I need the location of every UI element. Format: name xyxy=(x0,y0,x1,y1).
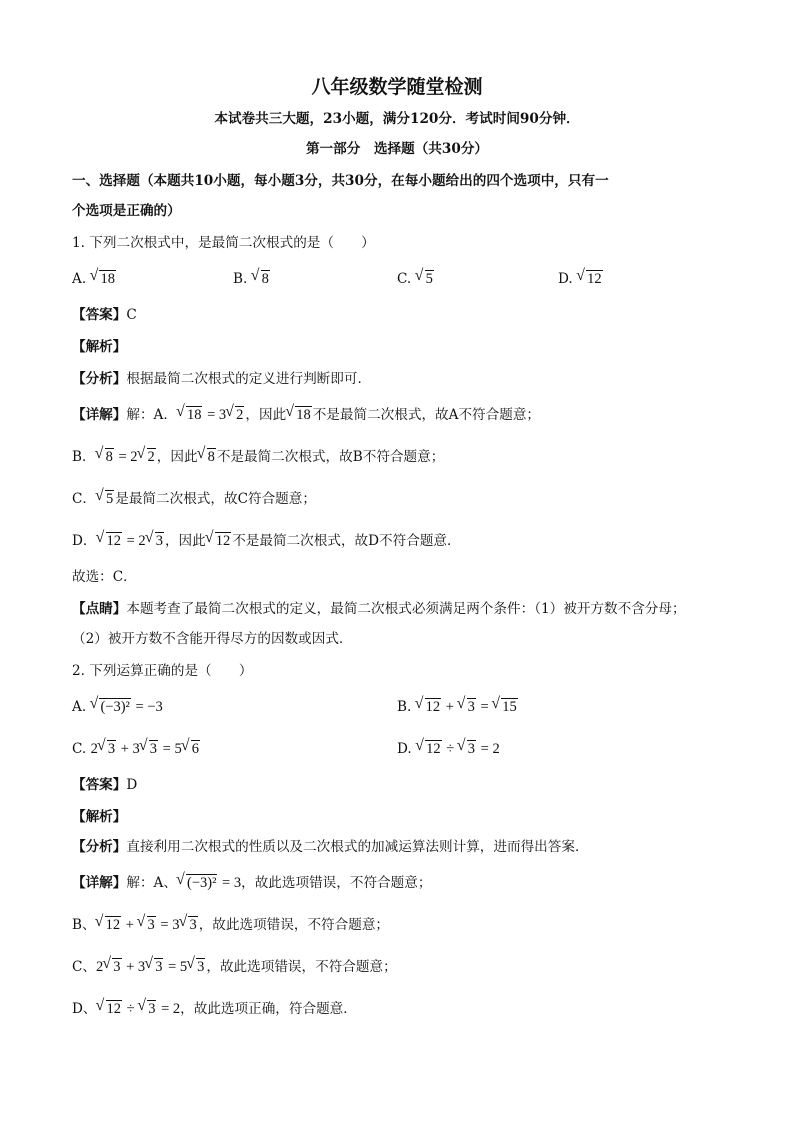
radicand: 3 xyxy=(189,917,197,933)
q2-options-row1 xyxy=(72,698,722,718)
math-text: 2 xyxy=(90,741,98,757)
math-text: = 5 xyxy=(164,959,188,975)
math-text: ÷ xyxy=(442,741,458,757)
detail-prefix: C、 xyxy=(72,959,96,975)
option-label: C. xyxy=(72,741,87,757)
sqrt-expression xyxy=(138,916,156,934)
radicand: 3 xyxy=(147,917,155,933)
detail-tag: 【详解】 xyxy=(72,407,127,423)
sqrt-expression xyxy=(179,916,197,934)
detail-text: ，因此 xyxy=(164,533,206,549)
q2-detail-c xyxy=(72,958,397,976)
radicand: 3 xyxy=(197,959,205,975)
math-text: = 3 xyxy=(203,407,227,423)
sqrt-expression xyxy=(206,532,232,550)
detail-prefix: D、 xyxy=(72,1001,97,1017)
radicand: (−3)² xyxy=(100,699,130,715)
radicand: 3 xyxy=(113,959,121,975)
sqrt-expression xyxy=(97,1000,123,1018)
option-label: D. xyxy=(558,271,573,287)
q2-option-b xyxy=(397,698,519,716)
detail-text: ，故此选项错误，不符合题意； xyxy=(241,875,432,891)
sqrt-expression xyxy=(146,532,164,550)
radicand: 3 xyxy=(155,533,163,549)
fenxi-tag: 【分析】 xyxy=(72,839,127,855)
option-label: C. xyxy=(397,271,412,287)
sqrt-expression xyxy=(103,958,121,976)
radicand: 12 xyxy=(106,1001,121,1017)
fenxi-text: 根据最简二次根式的定义进行判断即可． xyxy=(126,371,372,387)
radicand: (−3)² xyxy=(186,875,217,891)
option-label: A. xyxy=(72,699,87,715)
radicand: 12 xyxy=(587,271,602,287)
detail-text: ，因此 xyxy=(156,449,198,465)
sqrt-expression xyxy=(198,448,216,466)
sqrt-expression xyxy=(97,532,123,550)
math-text: = −3 xyxy=(131,699,163,715)
page-title: 八年级数学随堂检测 xyxy=(311,76,483,98)
detail-prefix: D． xyxy=(72,533,97,549)
q2-answer xyxy=(72,776,137,794)
sqrt-expression xyxy=(458,698,476,716)
sqrt-expression xyxy=(90,270,116,288)
section-heading-line1: 一、选择题（本题共10小题，每小题3分，共30分，在每小题给出的四个选项中，只有一 xyxy=(72,173,609,189)
sqrt-expression xyxy=(577,270,603,288)
radicand: 5 xyxy=(106,491,114,507)
q2-detail-b xyxy=(72,916,389,934)
answer-value: D xyxy=(126,777,138,793)
sqrt-expression xyxy=(177,874,217,892)
math-text: = 2 xyxy=(123,533,146,549)
q2-options-row2 xyxy=(72,740,722,760)
comment-text: 本题考查了最简二次根式的定义，最简二次根式必须满足两个条件：（1）被开方数不含分母； xyxy=(126,601,686,617)
sqrt-expression xyxy=(458,740,476,758)
math-text: = xyxy=(476,699,493,715)
q1-stem: 1. 下列二次根式中，是最简二次根式的是（ ） xyxy=(72,235,375,251)
detail-prefix: C． xyxy=(72,491,96,507)
detail-tag: 【详解】 xyxy=(72,875,127,891)
math-text: = 2 xyxy=(157,1001,181,1017)
detail-text: 是最简二次根式，故C符合题意； xyxy=(115,491,316,507)
q2-option-c xyxy=(72,740,201,758)
q1-analysis-tag: 【解析】 xyxy=(72,339,127,355)
q1-answer xyxy=(72,306,137,324)
sqrt-expression xyxy=(96,916,122,934)
option-label: B. xyxy=(233,271,248,287)
sqrt-expression xyxy=(416,270,434,288)
section-heading-line2: 个选项是正确的） xyxy=(72,203,181,219)
radicand: 3 xyxy=(149,741,158,757)
detail-text: ，故此选项错误，不符合题意； xyxy=(206,959,397,975)
sqrt-expression xyxy=(140,740,158,758)
q1-comment-line1 xyxy=(72,600,686,618)
math-text: ÷ xyxy=(123,1001,139,1017)
sqrt-expression xyxy=(138,448,156,466)
detail-text: 不是最简二次根式，故D不符合题意． xyxy=(232,533,461,549)
sqrt-expression xyxy=(177,406,203,424)
radicand: 12 xyxy=(105,917,121,933)
radicand: 8 xyxy=(105,449,113,465)
radicand: 6 xyxy=(191,741,199,757)
part-heading: 第一部分 选择题（共30分） xyxy=(305,141,489,157)
q1-option-c xyxy=(397,270,435,288)
q2-detail-d xyxy=(72,1000,357,1018)
radicand: 8 xyxy=(207,449,215,465)
q1-option-b xyxy=(233,270,271,288)
radicand: 12 xyxy=(425,699,441,715)
radicand: 18 xyxy=(186,407,202,423)
radicand: 3 xyxy=(148,1001,156,1017)
sqrt-expression xyxy=(492,698,518,716)
sqrt-expression xyxy=(90,698,130,716)
sqrt-expression xyxy=(416,698,442,716)
math-text: = 2 xyxy=(477,741,500,757)
detail-prefix: B、 xyxy=(72,917,96,933)
sqrt-expression xyxy=(187,958,205,976)
q1-detail-a xyxy=(72,406,540,424)
answer-tag: 【答案】 xyxy=(72,777,127,793)
math-text: = 2 xyxy=(114,449,138,465)
option-label: D. xyxy=(397,741,412,757)
radicand: 8 xyxy=(261,271,269,287)
detail-text: 不是最简二次根式，故A不符合题意； xyxy=(312,407,541,423)
detail-prefix: 解：A、 xyxy=(126,875,177,891)
detail-text: ，因此 xyxy=(245,407,287,423)
fenxi-text: 直接利用二次根式的性质以及二次根式的加减运算法则计算，进而得出答案． xyxy=(126,839,589,855)
radicand: 3 xyxy=(467,741,476,757)
q1-option-a xyxy=(72,270,117,288)
q1-comment-line2: （2）被开方数不含能开得尽方的因数或因式． xyxy=(72,631,353,647)
q1-detail-c xyxy=(72,490,316,508)
math-text: = 5 xyxy=(159,741,182,757)
q2-stem: 2. 下列运算正确的是（ ） xyxy=(72,663,253,679)
radicand: 3 xyxy=(107,741,116,757)
sqrt-expression xyxy=(98,740,116,758)
option-label: B. xyxy=(397,699,412,715)
detail-prefix: 解：A． xyxy=(126,407,177,423)
q2-detail-a xyxy=(72,874,431,892)
radicand: 12 xyxy=(215,533,231,549)
detail-text: 不是最简二次根式，故B不符合题意； xyxy=(216,449,445,465)
exam-intro: 本试卷共三大题，23小题，满分120分．考试时间90分钟． xyxy=(214,111,580,127)
q1-fenxi xyxy=(72,370,371,388)
option-label: A. xyxy=(72,271,87,287)
q2-option-d xyxy=(397,740,500,758)
math-text: + xyxy=(442,699,458,715)
sqrt-expression xyxy=(182,740,200,758)
radicand: 5 xyxy=(425,271,433,287)
q1-option-d xyxy=(558,270,604,288)
radicand: 18 xyxy=(100,271,115,287)
math-text: = 3 xyxy=(218,875,242,891)
radicand: 2 xyxy=(147,449,155,465)
sqrt-expression xyxy=(286,406,312,424)
radicand: 3 xyxy=(467,699,475,715)
answer-value: C xyxy=(126,307,137,323)
math-text: 2 xyxy=(96,959,104,975)
sqrt-expression xyxy=(96,448,114,466)
radicand: 18 xyxy=(296,407,311,423)
radicand: 2 xyxy=(236,407,244,423)
sqrt-expression xyxy=(252,270,270,288)
fenxi-tag: 【分析】 xyxy=(72,371,127,387)
radicand: 12 xyxy=(106,533,121,549)
math-text: + 3 xyxy=(117,741,140,757)
radicand: 15 xyxy=(502,699,517,715)
math-text: + 3 xyxy=(122,959,146,975)
detail-prefix: B． xyxy=(72,449,96,465)
q1-detail-b xyxy=(72,448,444,466)
sqrt-expression xyxy=(138,1000,156,1018)
comment-tag: 【点睛】 xyxy=(72,601,127,617)
q1-detail-d xyxy=(72,532,461,550)
q1-conclusion: 故选：C． xyxy=(72,569,137,585)
math-text: + xyxy=(122,917,138,933)
q2-analysis-tag: 【解析】 xyxy=(72,809,127,825)
q1-options xyxy=(72,270,722,290)
answer-tag: 【答案】 xyxy=(72,307,127,323)
radicand: 12 xyxy=(426,741,441,757)
sqrt-expression xyxy=(416,740,442,758)
sqrt-expression xyxy=(145,958,163,976)
q2-fenxi xyxy=(72,838,589,856)
sqrt-expression xyxy=(226,406,244,424)
math-text: = 3 xyxy=(156,917,180,933)
sqrt-expression xyxy=(96,490,114,508)
detail-text: ，故此选项正确，符合题意． xyxy=(180,1001,357,1017)
detail-text: ，故此选项错误，不符合题意； xyxy=(198,917,390,933)
radicand: 3 xyxy=(155,959,163,975)
q2-option-a xyxy=(72,698,163,716)
